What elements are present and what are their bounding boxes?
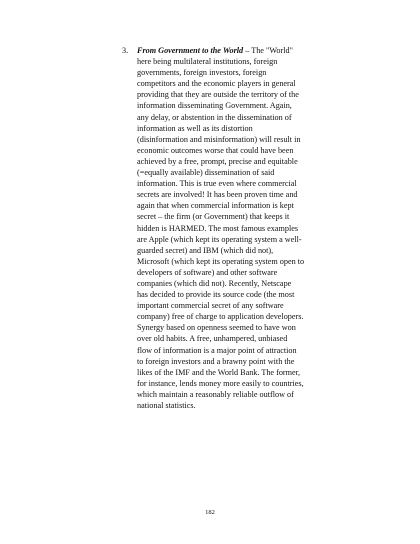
item-line: (=equally available) dissemination of said [137, 168, 275, 178]
item-line: Synergy based on openness seemed to have won [137, 323, 296, 333]
item-line: important commercial secret of any software [137, 301, 284, 311]
item-line: here being multilateral institutions, foreign [137, 57, 278, 67]
item-line: achieved by a free, prompt, precise and equitable [137, 156, 298, 166]
item-line: – The "World" [243, 46, 293, 55]
page-number: 182 [205, 509, 215, 516]
item-body [137, 45, 317, 411]
item-number: 3. [122, 46, 129, 55]
item-line: has decided to provide its source code (the most [137, 290, 295, 300]
item-line: national statistics. [137, 401, 196, 410]
item-line: providing that they are outside the territory of the [137, 90, 299, 100]
item-line: secret – the firm (or Government) that keeps it [137, 212, 290, 222]
numbered-item [122, 45, 317, 411]
item-line: over old habits. A free, unhampered, unbiased [137, 334, 288, 344]
item-line: (disinformation and misinformation) will result in [137, 134, 301, 144]
item-line: information disseminating Government. Again, [137, 101, 292, 111]
item-line: competitors and the economic players in general [137, 79, 296, 89]
item-line: likes of the IMF and the World Bank. The former, [137, 367, 301, 377]
item-line: information. This is true even where commercial [137, 179, 297, 189]
item-line: Microsoft (which kept its operating system open to [137, 256, 305, 266]
item-line: to foreign investors and a brawny point with the [137, 356, 295, 366]
item-line: hidden is HARMED. The most famous examples [137, 223, 299, 233]
item-line: governments, foreign investors, foreign [137, 68, 267, 78]
item-heading: From Government to the World [137, 46, 244, 55]
item-line: company) free of charge to application developers. [137, 312, 304, 322]
item-line: again that when commercial information is kept [137, 201, 294, 211]
item-line: guarded secret) and IBM (which did not), [137, 245, 274, 255]
item-line: for instance, lends money more easily to countries, [137, 378, 304, 388]
item-line: are Apple (which kept its operating system a well- [137, 234, 302, 244]
item-line: which maintain a reasonably reliable outflow of [137, 389, 294, 399]
item-line: any delay, or abstention in the dissemination of [137, 112, 292, 122]
item-line: secrets are involved! It has been proven time and [137, 190, 298, 200]
item-line: developers of software) and other software [137, 267, 278, 277]
item-line: economic outcomes worse that could have been [137, 145, 294, 155]
item-line: flow of information is a major point of attraction [137, 345, 297, 355]
item-line: information as well as its distortion [137, 123, 253, 133]
item-first-line [137, 45, 317, 56]
item-line: companies (which did not). Recently, Netscape [137, 278, 292, 288]
